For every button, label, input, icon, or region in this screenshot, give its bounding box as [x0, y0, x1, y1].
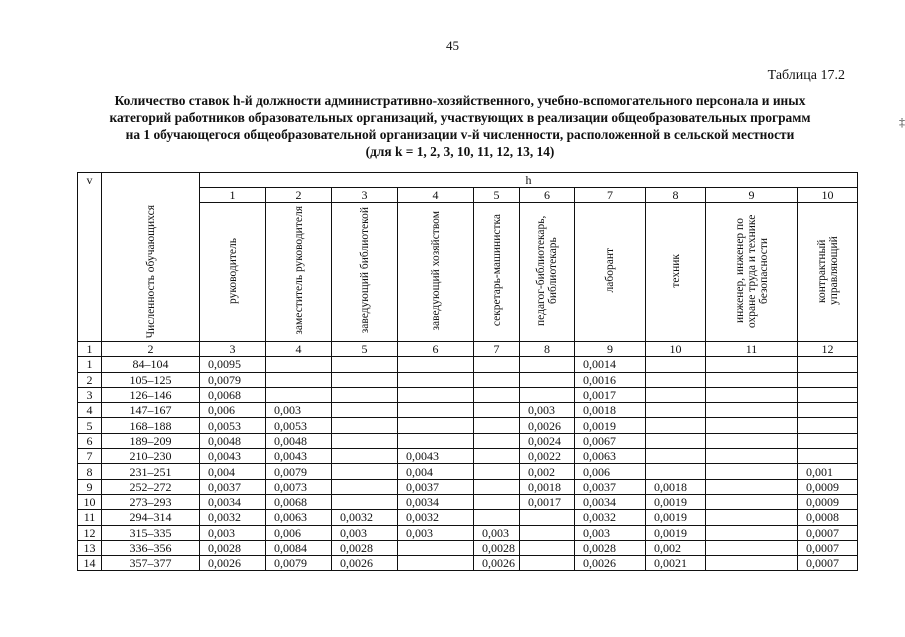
rate-cell: [398, 403, 474, 418]
rate-cell: 0,003: [474, 525, 520, 540]
header-position-label: техник: [669, 253, 682, 288]
rate-cell: [520, 510, 575, 525]
rate-cell: 0,0028: [200, 540, 266, 555]
rate-cell: 0,001: [798, 464, 858, 479]
rate-cell: [332, 433, 398, 448]
rate-cell: [520, 540, 575, 555]
header-h-number: 3: [332, 188, 398, 203]
row-v-index: 7: [78, 449, 102, 464]
rate-cell: [332, 494, 398, 509]
staff-rates-table: [77, 172, 858, 571]
rate-cell: [646, 464, 706, 479]
rate-cell: 0,0063: [575, 449, 646, 464]
row-v-index: 11: [78, 510, 102, 525]
rate-cell: 0,0026: [520, 418, 575, 433]
header-position: [398, 203, 474, 342]
header-position: [200, 203, 266, 342]
rate-cell: [474, 403, 520, 418]
row-v-index: 13: [78, 540, 102, 555]
rate-cell: [706, 464, 798, 479]
rate-cell: 0,0026: [200, 556, 266, 571]
header-column-number: 11: [706, 342, 798, 357]
table-body: [78, 357, 858, 571]
header-h-number: 7: [575, 188, 646, 203]
row-student-range: 147–167: [102, 403, 200, 418]
rate-cell: [266, 387, 332, 402]
header-position: [332, 203, 398, 342]
rate-cell: 0,0026: [575, 556, 646, 571]
header-position: [575, 203, 646, 342]
rate-cell: [520, 525, 575, 540]
row-student-range: 210–230: [102, 449, 200, 464]
rate-cell: 0,0067: [575, 433, 646, 448]
rate-cell: 0,003: [266, 403, 332, 418]
rate-cell: 0,0026: [474, 556, 520, 571]
rate-cell: 0,003: [520, 403, 575, 418]
rate-cell: [474, 372, 520, 387]
rate-cell: [520, 357, 575, 372]
header-h-number: 10: [798, 188, 858, 203]
header-h: h: [200, 173, 858, 188]
table-row: [78, 494, 858, 509]
header-position: [520, 203, 575, 342]
rate-cell: [706, 449, 798, 464]
rate-cell: [646, 357, 706, 372]
header-v: v: [78, 173, 102, 342]
rate-cell: 0,006: [266, 525, 332, 540]
rate-cell: [398, 372, 474, 387]
row-v-index: 8: [78, 464, 102, 479]
rate-cell: [646, 449, 706, 464]
rate-cell: 0,0032: [575, 510, 646, 525]
rate-cell: [706, 357, 798, 372]
rate-cell: 0,0068: [266, 494, 332, 509]
rate-cell: [474, 510, 520, 525]
header-position-label: секретарь-машинистка: [490, 214, 503, 327]
row-v-index: 14: [78, 556, 102, 571]
header-student-count-label: Численность обучающихся: [144, 204, 157, 338]
table-number: Таблица 17.2: [767, 68, 845, 83]
header-column-number: 7: [474, 342, 520, 357]
rate-cell: [474, 449, 520, 464]
header-column-number: 9: [575, 342, 646, 357]
table-row: [78, 479, 858, 494]
table-row: [78, 556, 858, 571]
row-student-range: 189–209: [102, 433, 200, 448]
rate-cell: [646, 433, 706, 448]
header-column-number: 12: [798, 342, 858, 357]
rate-cell: [798, 403, 858, 418]
rate-cell: [332, 403, 398, 418]
rate-cell: 0,0073: [266, 479, 332, 494]
rate-cell: 0,0007: [798, 525, 858, 540]
row-student-range: 357–377: [102, 556, 200, 571]
header-h-number: 2: [266, 188, 332, 203]
rate-cell: 0,0007: [798, 556, 858, 571]
caption-line: на 1 обучающегося общеобразовательной организации v-й численности, расположенной в сельской местности: [125, 127, 795, 142]
row-student-range: 273–293: [102, 494, 200, 509]
header-column-number: 4: [266, 342, 332, 357]
rate-cell: 0,0014: [575, 357, 646, 372]
row-v-index: 9: [78, 479, 102, 494]
rate-cell: [798, 433, 858, 448]
header-position-label: заведующий хозяйством: [429, 210, 442, 331]
rate-cell: [332, 479, 398, 494]
header-h-number: 1: [200, 188, 266, 203]
row-v-index: 6: [78, 433, 102, 448]
row-v-index: 5: [78, 418, 102, 433]
rate-cell: [706, 387, 798, 402]
header-position-label: лаборант: [604, 248, 616, 293]
header-position: [706, 203, 798, 342]
rate-cell: 0,0063: [266, 510, 332, 525]
rate-cell: 0,0095: [200, 357, 266, 372]
rate-cell: 0,0021: [646, 556, 706, 571]
rate-cell: [706, 372, 798, 387]
caption-line: Количество ставок h-й должности административно-хозяйственного, учебно-вспомогательного персонала и иных: [114, 93, 806, 108]
rate-cell: 0,0032: [200, 510, 266, 525]
rate-cell: 0,0009: [798, 494, 858, 509]
rate-cell: [798, 449, 858, 464]
rate-cell: 0,0048: [266, 433, 332, 448]
header-column-number: 6: [398, 342, 474, 357]
rate-cell: 0,0019: [575, 418, 646, 433]
rate-cell: [646, 372, 706, 387]
rate-cell: [332, 357, 398, 372]
row-student-range: 252–272: [102, 479, 200, 494]
rate-cell: [398, 556, 474, 571]
rate-cell: 0,0026: [332, 556, 398, 571]
rate-cell: [706, 510, 798, 525]
rate-cell: [520, 556, 575, 571]
row-student-range: 294–314: [102, 510, 200, 525]
rate-cell: [474, 418, 520, 433]
row-student-range: 84–104: [102, 357, 200, 372]
page-number: 45: [446, 38, 459, 53]
rate-cell: [332, 449, 398, 464]
header-column-number: 10: [646, 342, 706, 357]
table-row: [78, 387, 858, 402]
rate-cell: 0,0028: [474, 540, 520, 555]
rate-cell: 0,0019: [646, 494, 706, 509]
rate-cell: 0,0019: [646, 525, 706, 540]
rate-cell: [646, 418, 706, 433]
rate-cell: 0,0008: [798, 510, 858, 525]
rate-cell: 0,0017: [520, 494, 575, 509]
rate-cell: [798, 357, 858, 372]
rate-cell: 0,0079: [266, 464, 332, 479]
row-v-index: 3: [78, 387, 102, 402]
rate-cell: [706, 433, 798, 448]
rate-cell: [474, 464, 520, 479]
header-h-number: 8: [646, 188, 706, 203]
row-student-range: 105–125: [102, 372, 200, 387]
rate-cell: [706, 556, 798, 571]
rate-cell: 0,0079: [200, 372, 266, 387]
rate-cell: 0,0009: [798, 479, 858, 494]
rate-cell: 0,0016: [575, 372, 646, 387]
table-row: [78, 540, 858, 555]
header-position: [646, 203, 706, 342]
rate-cell: 0,0034: [200, 494, 266, 509]
rate-cell: [706, 479, 798, 494]
rate-cell: 0,0043: [398, 449, 474, 464]
header-column-numbers: [78, 342, 858, 357]
rate-cell: [332, 418, 398, 433]
table-row: [78, 357, 858, 372]
rate-cell: 0,0037: [575, 479, 646, 494]
rate-cell: [474, 479, 520, 494]
rate-cell: [520, 372, 575, 387]
rate-cell: 0,0007: [798, 540, 858, 555]
rate-cell: 0,0043: [266, 449, 332, 464]
rate-cell: 0,002: [646, 540, 706, 555]
scan-artifact-mark: ‡: [899, 115, 905, 129]
table-row: [78, 372, 858, 387]
rate-cell: 0,0084: [266, 540, 332, 555]
rate-cell: 0,0037: [398, 479, 474, 494]
rate-cell: 0,004: [398, 464, 474, 479]
rate-cell: [706, 540, 798, 555]
rate-cell: [798, 372, 858, 387]
rate-cell: 0,0043: [200, 449, 266, 464]
caption-line: (для k = 1, 2, 3, 10, 11, 12, 13, 14): [365, 144, 555, 159]
rate-cell: 0,0032: [398, 510, 474, 525]
rate-cell: 0,0053: [200, 418, 266, 433]
rate-cell: 0,003: [398, 525, 474, 540]
table-row: [78, 510, 858, 525]
rate-cell: 0,0079: [266, 556, 332, 571]
header-position: [798, 203, 858, 342]
rate-cell: 0,0022: [520, 449, 575, 464]
row-v-index: 12: [78, 525, 102, 540]
table-row: [78, 403, 858, 418]
header-position: [474, 203, 520, 342]
rate-cell: [520, 387, 575, 402]
rate-cell: 0,0034: [575, 494, 646, 509]
rate-cell: 0,0019: [646, 510, 706, 525]
rate-cell: [706, 418, 798, 433]
rate-cell: [706, 525, 798, 540]
table-row: [78, 449, 858, 464]
rate-cell: 0,003: [200, 525, 266, 540]
row-student-range: 168–188: [102, 418, 200, 433]
rate-cell: [798, 418, 858, 433]
rate-cell: [474, 357, 520, 372]
rate-cell: 0,0018: [520, 479, 575, 494]
table-caption: [80, 92, 840, 160]
rate-cell: 0,0018: [575, 403, 646, 418]
header-h-number: 6: [520, 188, 575, 203]
row-student-range: 126–146: [102, 387, 200, 402]
header-h-number: 4: [398, 188, 474, 203]
rate-cell: [332, 464, 398, 479]
header-column-number: 8: [520, 342, 575, 357]
rate-cell: 0,0028: [575, 540, 646, 555]
row-v-index: 4: [78, 403, 102, 418]
row-student-range: 336–356: [102, 540, 200, 555]
rate-cell: 0,006: [200, 403, 266, 418]
rate-cell: 0,0037: [200, 479, 266, 494]
header-position-label: руководитель: [226, 237, 239, 304]
row-student-range: 315–335: [102, 525, 200, 540]
rate-cell: 0,003: [575, 525, 646, 540]
rate-cell: [798, 387, 858, 402]
rate-cell: [266, 372, 332, 387]
header-column-number: 5: [332, 342, 398, 357]
header-student-count: [102, 173, 200, 342]
rate-cell: 0,0068: [200, 387, 266, 402]
table-row: [78, 433, 858, 448]
header-column-number: 2: [102, 342, 200, 357]
header-column-number: 1: [78, 342, 102, 357]
rate-cell: 0,0017: [575, 387, 646, 402]
header-position-label: педагог-библиотекарь, библиотекарь: [535, 215, 559, 326]
rate-cell: [332, 387, 398, 402]
rate-cell: [646, 387, 706, 402]
table-header: [78, 173, 858, 357]
caption-line: категорий работников образовательных организаций, участвующих в реализации общеобразовательных программ: [109, 110, 811, 125]
rate-cell: [646, 403, 706, 418]
row-v-index: 2: [78, 372, 102, 387]
rate-cell: [706, 494, 798, 509]
rate-cell: 0,0032: [332, 510, 398, 525]
header-position-label: заместитель руководителя: [292, 206, 305, 335]
rate-cell: [398, 540, 474, 555]
table-row: [78, 525, 858, 540]
rate-cell: [332, 372, 398, 387]
rate-cell: 0,0053: [266, 418, 332, 433]
rate-cell: [474, 433, 520, 448]
table-row: [78, 418, 858, 433]
rate-cell: [474, 387, 520, 402]
row-student-range: 231–251: [102, 464, 200, 479]
header-h-number: 5: [474, 188, 520, 203]
header-position-label: инженер, инженер по охране труда и технике безопасности: [733, 213, 770, 328]
rate-cell: [398, 387, 474, 402]
header-position: [266, 203, 332, 342]
rate-cell: 0,003: [332, 525, 398, 540]
rate-cell: 0,0034: [398, 494, 474, 509]
rate-cell: 0,004: [200, 464, 266, 479]
rate-cell: [398, 418, 474, 433]
rate-cell: [266, 357, 332, 372]
header-position-label: контрактный управляющий: [815, 236, 840, 305]
rate-cell: [398, 357, 474, 372]
rate-cell: 0,0024: [520, 433, 575, 448]
rate-cell: [398, 433, 474, 448]
rate-cell: 0,002: [520, 464, 575, 479]
header-h-number: 9: [706, 188, 798, 203]
header-column-number: 3: [200, 342, 266, 357]
header-position-label: заведующий библиотекой: [358, 207, 371, 334]
row-v-index: 10: [78, 494, 102, 509]
row-v-index: 1: [78, 357, 102, 372]
rate-cell: 0,0018: [646, 479, 706, 494]
table-row: [78, 464, 858, 479]
rate-cell: [706, 403, 798, 418]
rate-cell: 0,006: [575, 464, 646, 479]
rate-cell: [474, 494, 520, 509]
rate-cell: 0,0048: [200, 433, 266, 448]
rate-cell: 0,0028: [332, 540, 398, 555]
